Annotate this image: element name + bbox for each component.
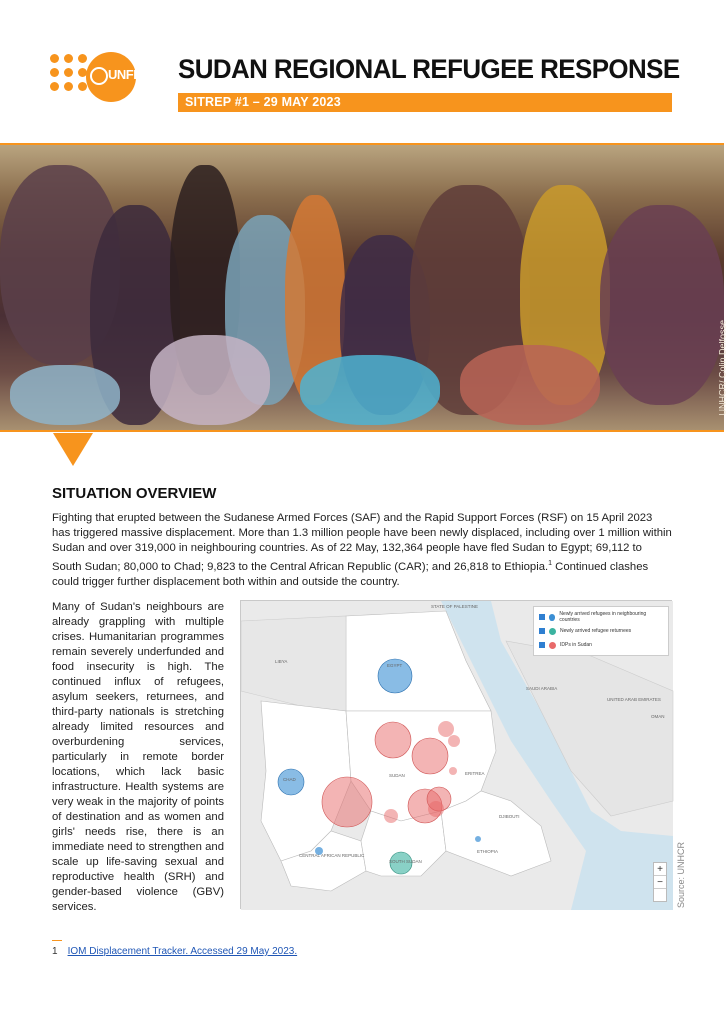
map-label-chad: CHAD xyxy=(283,777,296,782)
footnote-rule xyxy=(52,940,62,941)
map-label-palestine: STATE OF PALESTINE xyxy=(431,604,479,609)
displacement-map[interactable] xyxy=(240,600,672,909)
map-label-uae: UNITED ARAB EMIRATES xyxy=(607,697,661,702)
footnote-number: 1 xyxy=(52,946,58,957)
map-label-libya: LIBYA xyxy=(275,659,288,664)
page-title: SUDAN REGIONAL REFUGEE RESPONSE xyxy=(178,54,680,84)
section-heading: SITUATION OVERVIEW xyxy=(52,485,217,502)
sitrep-label: SITREP #1 – 29 MAY 2023 xyxy=(185,95,341,109)
footnote xyxy=(52,946,297,957)
map-legend xyxy=(533,606,669,656)
left-column-text: Many of Sudan's neighbours are already grappling with multiple crises. Humanitarian programmes remain severely underfunded and food insecurity is high. The continued influx of refugees, asylum seekers, returnees, and third-party nationals is stretching already limited resources and overburdening services, particularly in remote border locations, which lack basic infrastructure. Health systems are very weak in the majority of points of destination and as women and girls' needs rise, there is an immediate need to strengthen and scale up life-saving sexual and reproductive health (SRH) and gender-based violence (GBV) services. xyxy=(52,601,224,913)
map-label-car: CENTRAL AFRICAN REPUBLIC xyxy=(299,853,365,858)
map-label-ethiopia: ETHIOPIA xyxy=(477,849,499,854)
logo-text: UNFPA xyxy=(108,67,150,82)
map-label-south-sudan: SOUTH SUDAN xyxy=(389,859,422,864)
intro-text: Fighting that erupted between the Sudanese Armed Forces (SAF) and the Rapid Support Forces (RSF) on 15 April 2023 has triggered massive displacement. More than 1.3 million people have been newly displaced, including over 1 million within Sudan and over 319,000 in neighbouring countries. As of 22 May, 132,364 people have fled Sudan to Egypt; 69,112 to South Sudan; 80,000 to Chad; 9,823 to the Central African Republic (CAR); and 26,818 to Ethiopia. xyxy=(52,512,672,573)
map-label-sudan: SUDAN xyxy=(389,773,405,778)
checkbox-icon[interactable] xyxy=(539,628,545,634)
map-label-oman: OMAN xyxy=(651,714,665,719)
zoom-in-button[interactable]: + xyxy=(654,863,666,876)
report-header xyxy=(0,0,724,143)
sitrep-banner xyxy=(178,93,672,112)
section-pointer xyxy=(53,433,93,466)
footnote-link[interactable]: IOM Displacement Tracker. Accessed 29 May 2023. xyxy=(67,946,298,957)
legend-item[interactable] xyxy=(539,610,663,624)
legend-label: Newly arrived refugees in neighbouring countries xyxy=(559,611,647,623)
map-zoom-control xyxy=(653,862,667,902)
refugee-crowd-photo xyxy=(0,143,728,432)
legend-item[interactable] xyxy=(539,638,663,652)
unfpa-logo xyxy=(50,52,160,102)
intro-text-end: Continued clashes could trigger further displacement both within and outside the country. xyxy=(52,560,649,588)
globe-icon xyxy=(90,67,108,85)
legend-label: Newly arrived refugee returnees xyxy=(560,628,632,634)
legend-item[interactable] xyxy=(539,624,663,638)
photo-credit: UNHCR/ Colin Delfosse xyxy=(718,320,728,416)
intro-paragraph xyxy=(52,511,672,590)
legend-label: IDPs in Sudan xyxy=(560,642,592,648)
map-label-djibouti: DJIBOUTI xyxy=(499,814,520,819)
checkbox-icon[interactable] xyxy=(539,614,545,620)
map-label-eritrea: ERITREA xyxy=(465,771,485,776)
checkbox-icon[interactable] xyxy=(539,642,545,648)
zoom-out-button[interactable]: − xyxy=(654,876,666,889)
footnote-ref[interactable]: 1 xyxy=(548,560,553,567)
map-label-egypt: EGYPT xyxy=(387,663,403,668)
map-label-saudi: SAUDI ARABIA xyxy=(526,686,558,691)
map-source: Source: UNHCR xyxy=(676,841,686,908)
